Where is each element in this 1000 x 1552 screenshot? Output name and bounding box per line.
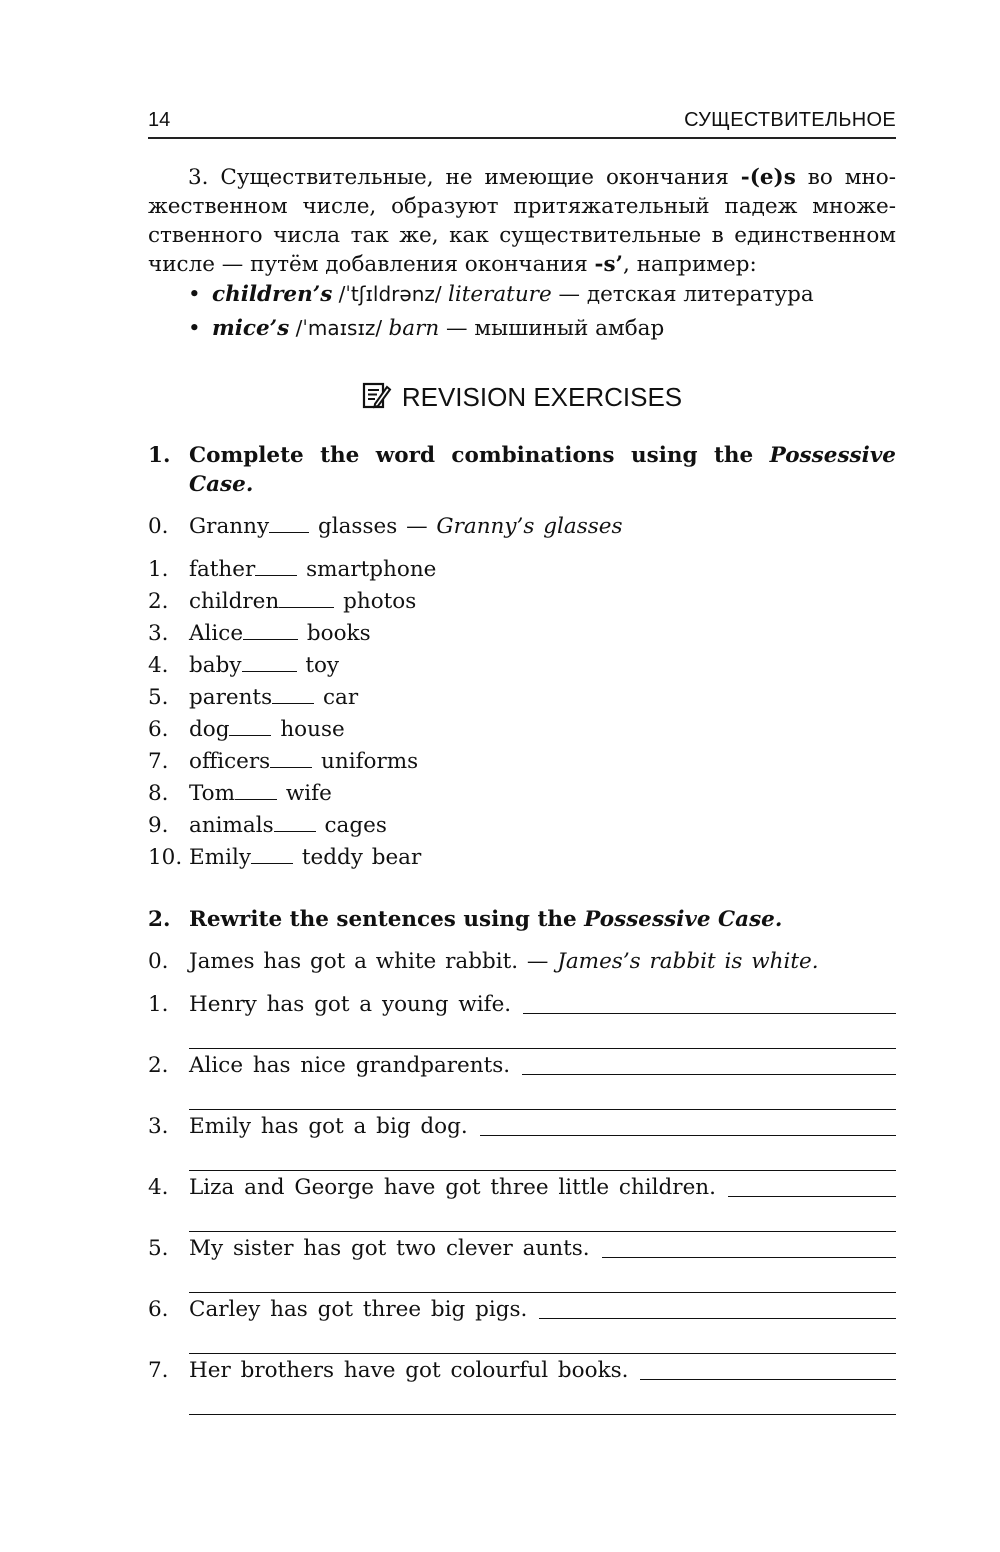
list-item: • children’s /ˈtʃɪldrənz/ literature — детская литература [188, 282, 814, 307]
bullet-icon: • [188, 282, 201, 307]
rule-line-1: 3. Существительные, не имеющие окончания -(e)s во мно- [188, 165, 896, 190]
answer-blank[interactable] [274, 813, 316, 832]
answer-blank[interactable] [229, 717, 271, 736]
answer-line[interactable] [189, 1353, 896, 1354]
answer-line[interactable] [522, 1051, 896, 1075]
answer-blank[interactable] [255, 557, 297, 576]
answer-blank[interactable] [272, 685, 314, 704]
answer-line[interactable] [480, 1112, 896, 1136]
answer-blank[interactable] [243, 621, 298, 640]
exercise-2-title: 2. Rewrite the sentences using the Possessive Case. [148, 907, 783, 932]
answer-line[interactable] [539, 1295, 896, 1319]
rule-line-2: жественном числе, образуют притяжательный падеж множе- [148, 194, 896, 219]
answer-line[interactable] [189, 1170, 896, 1171]
section-title: REVISION EXERCISES [401, 382, 683, 412]
answer-line[interactable] [640, 1356, 896, 1380]
chapter-title: СУЩЕСТВИТЕЛЬНОЕ [684, 109, 896, 131]
answer-blank[interactable] [242, 653, 297, 672]
answer-line[interactable] [189, 1109, 896, 1110]
answer-line[interactable] [602, 1234, 896, 1258]
list-item: • mice’s /ˈmaɪsɪz/ barn — мышиный амбар [188, 316, 665, 341]
grammar-rule-paragraph [148, 163, 896, 279]
answer-blank[interactable] [251, 845, 293, 864]
answer-blank[interactable] [269, 514, 309, 533]
page-number: 14 [148, 109, 171, 131]
bullet-icon: • [188, 316, 201, 341]
notepad-pencil-icon [362, 382, 392, 418]
answer-line[interactable] [189, 1292, 896, 1293]
answer-line[interactable] [523, 990, 896, 1014]
rule-line-3: ственного числа так же, как существительные в единственном [148, 223, 896, 248]
answer-line[interactable] [728, 1173, 896, 1197]
answer-line[interactable] [189, 1231, 896, 1232]
section-heading [148, 380, 896, 418]
page-header [148, 107, 896, 139]
rule-line-4: числе — путём добавления окончания -s’, например: [148, 252, 757, 277]
answer-blank[interactable] [279, 589, 334, 608]
answer-line[interactable] [189, 1048, 896, 1049]
exercise-1-title: 1. Complete the word combinations using the Possessive Case. [148, 443, 896, 497]
answer-blank[interactable] [235, 781, 277, 800]
answer-blank[interactable] [270, 749, 312, 768]
rule-examples [188, 280, 896, 348]
answer-line[interactable] [189, 1414, 896, 1415]
